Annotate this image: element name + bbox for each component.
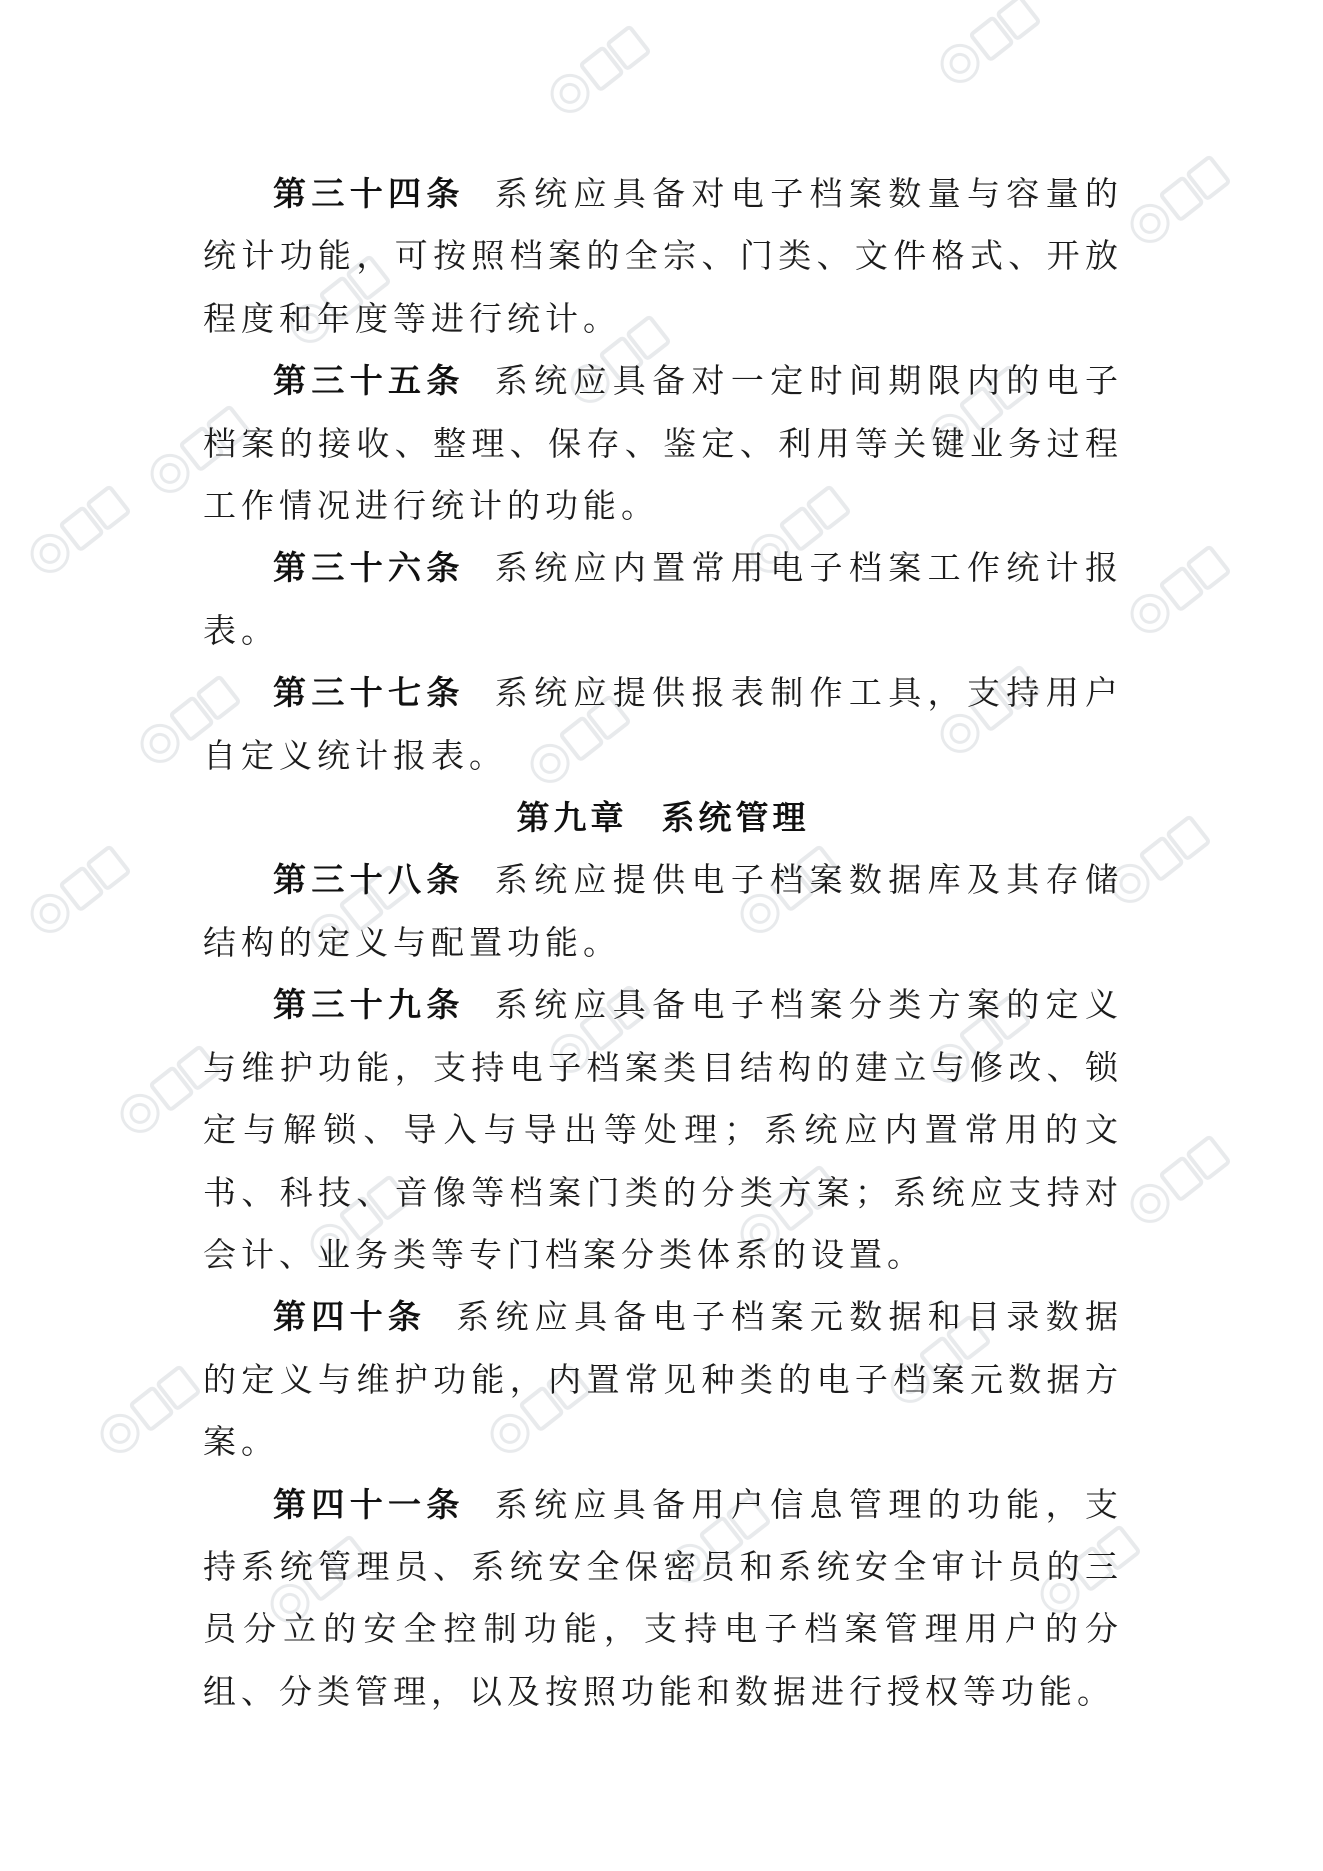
watermark-logo-icon	[14, 469, 146, 590]
chapter-number: 第九章	[516, 798, 628, 838]
article-36	[203, 537, 1123, 662]
article-34	[203, 163, 1123, 350]
article-38	[203, 849, 1123, 974]
article-number: 第三十八条	[273, 860, 465, 900]
chapter-title: 系统管理	[661, 798, 810, 838]
watermark-logo-icon	[1114, 529, 1246, 650]
article-text: 系统应具备电子档案元数据和目录数据的定义与维护功能，内置常见种类的电子档案元数据方案。	[203, 1297, 1124, 1462]
article-37	[203, 662, 1123, 787]
watermark-logo-icon	[84, 1349, 216, 1470]
article-text: 系统应提供电子档案数据库及其存储结构的定义与配置功能。	[203, 860, 1124, 962]
article-text: 系统应具备用户信息管理的功能，支持系统管理员、系统安全保密员和系统安全审计员的三员分立的安全控制功能，支持电子档案管理用户的分组、分类管理，以及按照功能和数据进行授权等功能。	[203, 1484, 1124, 1711]
article-40	[203, 1286, 1123, 1473]
article-number: 第三十五条	[273, 361, 465, 401]
article-number: 第三十四条	[273, 174, 465, 213]
article-number: 第三十九条	[273, 985, 465, 1025]
article-number: 第四十条	[273, 1297, 427, 1337]
document-body	[203, 163, 1123, 1723]
watermark-logo-icon	[14, 829, 146, 950]
article-text: 系统应内置常用电子档案工作统计报表。	[203, 548, 1124, 650]
article-41	[203, 1474, 1123, 1724]
article-35	[203, 350, 1123, 537]
article-text: 系统应具备对一定时间期限内的电子档案的接收、整理、保存、鉴定、利用等关键业务过程工作情况进行统计的功能。	[203, 361, 1124, 526]
watermark-logo-icon	[1114, 139, 1246, 260]
watermark-logo-icon	[534, 9, 666, 130]
article-text: 系统应具备对电子档案数量与容量的统计功能，可按照档案的全宗、门类、文件格式、开放程度和年度等进行统计。	[203, 174, 1124, 338]
article-text: 系统应提供报表制作工具，支持用户自定义统计报表。	[203, 673, 1124, 775]
article-number: 第三十七条	[273, 673, 465, 713]
article-number: 第四十一条	[273, 1484, 465, 1524]
watermark-logo-icon	[924, 0, 1056, 101]
article-number: 第三十六条	[273, 548, 465, 588]
article-39	[203, 974, 1123, 1286]
watermark-logo-icon	[1114, 1119, 1246, 1240]
article-text: 系统应具备电子档案分类方案的定义与维护功能，支持电子档案类目结构的建立与修改、锁定与解锁、导入与导出等处理；系统应内置常用的文书、科技、音像等档案门类的分类方案；系统应支持对会计、业务类等专门档案分类体系的设置。	[203, 985, 1124, 1274]
chapter-heading	[203, 787, 1123, 849]
